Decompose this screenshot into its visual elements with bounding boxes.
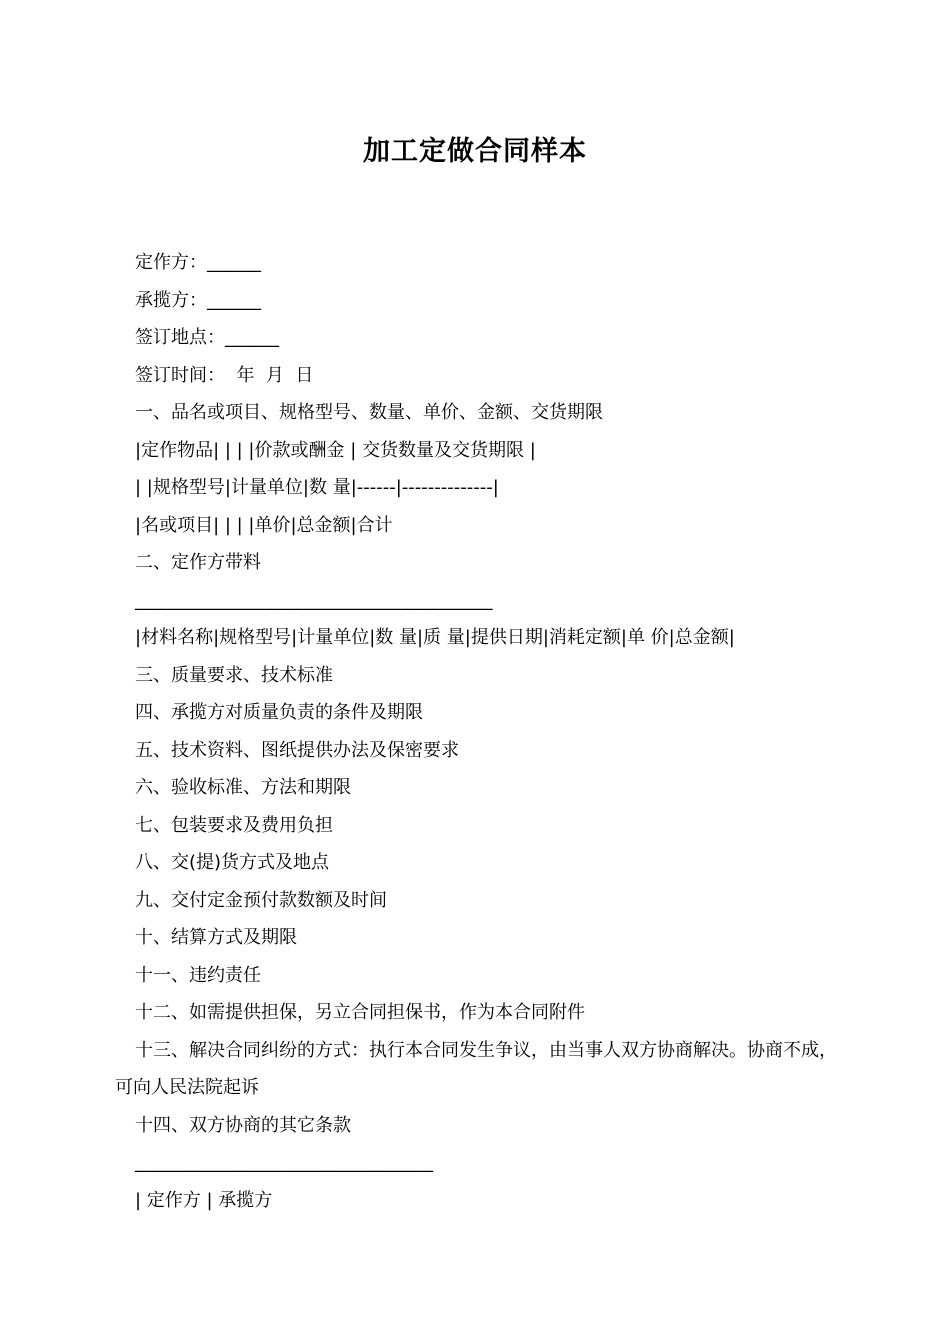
section-heading: 九、交付定金预付款数额及时间 [135, 889, 387, 911]
underline-rule: __________________________________________ [135, 589, 492, 611]
party-a-line: 定作方：______ [135, 252, 261, 273]
section-heading: 八、交(提)货方式及地点 [135, 852, 330, 873]
underline-rule: ___________________________________ [135, 1152, 433, 1173]
document-body [115, 244, 840, 1219]
section-heading: 十二、如需提供担保，另立合同担保书，作为本合同附件 [135, 1002, 585, 1023]
table-row-text: |材料名称|规格型号|计量单位|数 量|质 量|提供日期|消耗定额|单 价|总金额| [135, 627, 735, 648]
signature-row-text: | 定作方 | 承揽方 [135, 1189, 273, 1211]
section-heading: 三、质量要求、技术标准 [135, 664, 333, 686]
document-title: 加工定做合同样本 [363, 136, 587, 167]
dispute-resolution-paragraph: 十三、解决合同纠纷的方式：执行本合同发生争议，由当事人双方协商解决。协商不成，可向人民法院起诉 [115, 1039, 837, 1098]
table-row-text: |名或项目| | | |单价|总金额|合计 [135, 514, 393, 536]
section-heading: 一、品名或项目、规格型号、数量、单价、金额、交货期限 [135, 402, 603, 423]
section-heading: 七、包装要求及费用负担 [135, 814, 333, 836]
section-heading: 二、定作方带料 [135, 552, 261, 573]
section-heading: 四、承揽方对质量负责的条件及期限 [135, 702, 423, 723]
section-heading: 十一、违约责任 [135, 964, 261, 986]
section-heading: 六、验收标准、方法和期限 [135, 777, 351, 798]
section-heading: 十四、双方协商的其它条款 [135, 1114, 351, 1136]
table-row-text: | |规格型号|计量单位|数 量|------|--------------| [135, 477, 499, 498]
signing-time-line: 签订时间： 年 月 日 [135, 364, 314, 386]
section-heading: 十、结算方式及期限 [135, 927, 297, 948]
signing-place-line: 签订地点：______ [135, 327, 279, 348]
table-row-text: |定作物品| | | |价款或酬金 | 交货数量及交货期限 | [135, 439, 536, 461]
party-b-line: 承揽方：______ [135, 289, 261, 311]
section-heading: 五、技术资料、图纸提供办法及保密要求 [135, 739, 459, 761]
